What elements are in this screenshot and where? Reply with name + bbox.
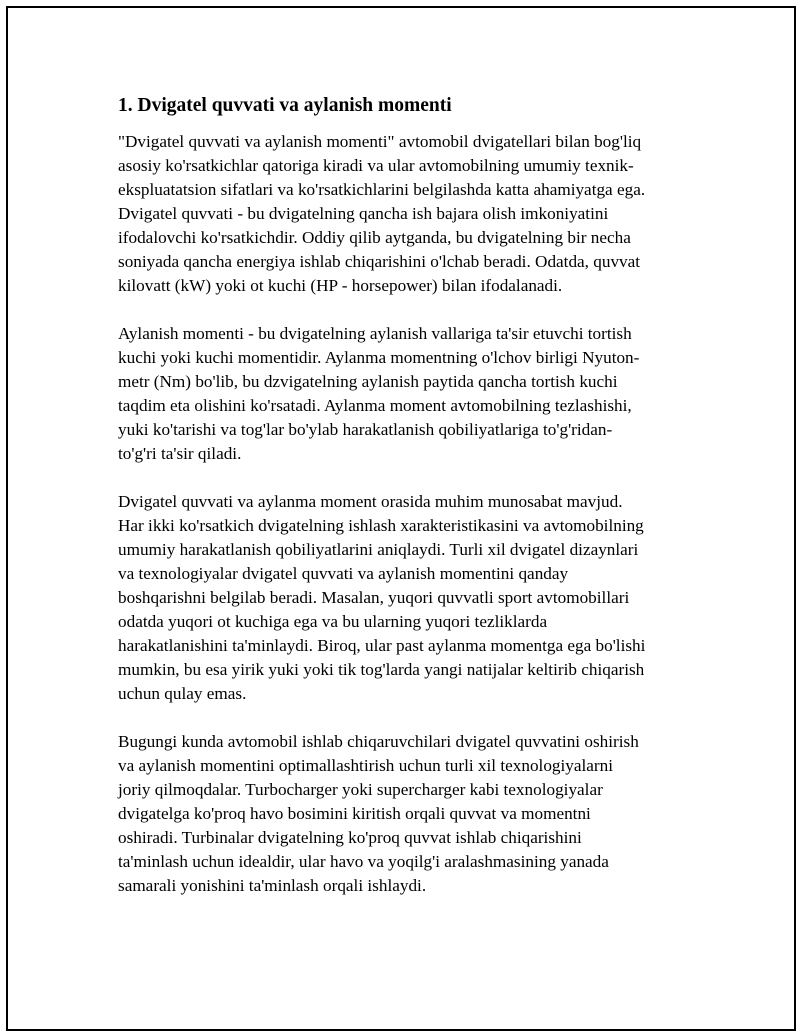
paragraph-power-torque-relation: Dvigatel quvvati va aylanma moment orasida muhim munosabat mavjud. Har ikki ko'rsatkich dvigatelning ishlash xarakteristikasini va avtomobilning umumiy harakatlanish qobiliyatlarini aniqlaydi. Turli xil dvigatel dizaynlari va texnologiyalar dvigatel quvvati va aylanish momentini qanday boshqarishni belgilab beradi. Masalan, yuqori quvvatli sport avtomobillari odatda yuqori ot kuchiga ega va bu ularning yuqori tezliklarda harakatlanishini ta'minlaydi. Biroq, ular past aylanma momentga ega bo'lishi mumkin, bu esa yirik yuki yoki tik tog'larda yangi natijalar keltirib chiqarish uchun qulay emas. [118, 492, 646, 703]
paragraph-torque: Aylanish momenti - bu dvigatelning aylanish vallariga ta'sir etuvchi tortish kuchi yoki kuchi momentidir. Aylanma momentning o'lchov birligi Nyuton- metr (Nm) bo'lib, bu dzvigatelning aylanish paytida qancha tortish kuchi taqdim eta olishini ko'rsatadi. Aylanma moment avtomobilning tezlashishi, yuki ko'tarishi va tog'lar bo'ylab harakatlanish qobiliyatlariga to'g'ridan- to'g'ri ta'sir qiladi. [118, 324, 640, 463]
document-body [118, 94, 692, 922]
paragraph-modern-technologies: Bugungi kunda avtomobil ishlab chiqaruvchilari dvigatel quvvatini oshirish va aylanish momentini optimallashtirish uchun turli xil texnologiyalarni joriy qilmoqdalar. Turbocharger yoki supercharger kabi texnologiyalar dvigatelga ko'proq havo bosimini kiritish orqali quvvat va momentni oshiradi. Turbinalar dvigatelning ko'proq quvvat ishlab chiqarishini ta'minlash uchun idealdir, ular havo va yoqilg'i aralashmasining yanada samarali yonishini ta'minlash orqali ishlaydi. [118, 732, 639, 895]
section-heading: 1. Dvigatel quvvati va aylanish momenti [118, 95, 452, 116]
paragraph-engine-power: "Dvigatel quvvati va aylanish momenti" avtomobil dvigatellari bilan bog'liq asosiy ko'rsatkichlar qatoriga kiradi va ular avtomobilning umumiy texnik- ekspluatatsion sifatlari va ko'rsatkichlarini belgilashda katta ahamiyatga ega. Dvigatel quvvati - bu dvigatelning qancha ish bajara olish imkoniyatini ifodalovchi ko'rsatkichdir. Oddiy qilib aytganda, bu dvigatelning bir necha soniyada qancha energiya ishlab chiqarishini o'lchab beradi. Odatda, quvvat kilovatt (kW) yoki ot kuchi (HP - horsepower) bilan ifodalanadi. [118, 132, 646, 295]
